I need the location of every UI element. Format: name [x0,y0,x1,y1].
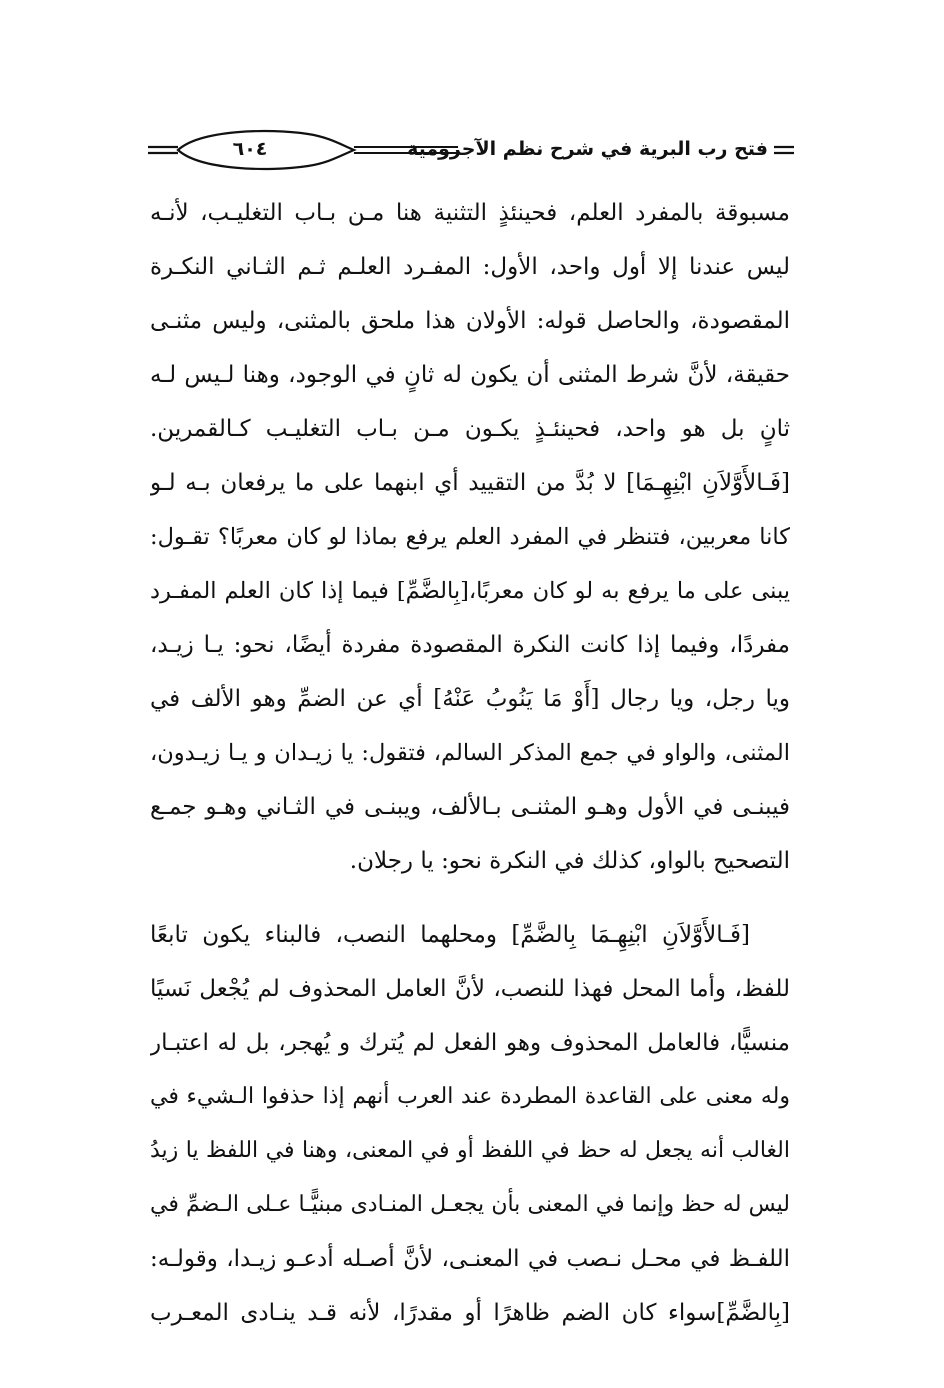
text-line: ويا رجل، ويا رجال [أَوْ مَا يَنُوبُ عَنْهُ] أي عن الضمِّ وهو الألف في [150,686,790,712]
text-line: المقصودة، والحاصل قوله: الأولان هذا ملحق بالمثنى، وليس مثنـى [150,308,790,334]
text-line: [بِالضَّمِّ]سواء كان الضم ظاهرًا أو مقدرًا، لأنه قـد ينـادى المعـرب [150,1300,790,1326]
paragraph-1 [150,186,790,888]
text-line: يبنى على ما يرفع به لو كان معربًا،[بِالضَّمِّ] فيما إذا كان العلم المفـرد [150,578,790,604]
text-line: للفظ، وأما المحل فهذا للنصب، لأنَّ العامل المحذوف لم يُجْعل نَسيًا [150,976,790,1002]
book-title: فتح رب البرية في شرح نظم الآجرومية [407,138,768,160]
text-line: ثانٍ بل هو واحد، فحينئـذٍ يكـون مـن بـاب التغليـب كـالقمرين. [150,416,790,442]
text-line: منسيًّا، فالعامل المحذوف وهو الفعل لم يُترك و يُهجر، بل له اعتبـار [150,1030,790,1056]
text-line: مفردًا، وفيما إذا كانت النكرة المقصودة مفردة أيضًا، نحو: يـا زيـد، [150,632,790,658]
text-line: فيبنـى في الأول وهـو المثنـى بـالألف، ويبنـى في الثـاني وهـو جمـع [150,794,790,820]
text-line: التصحيح بالواو، كذلك في النكرة نحو: يا رجلان. [349,848,790,874]
paragraph-2 [150,908,790,1340]
text-line: ليس عندنا إلا أول واحد، الأول: المفـرد العلـم ثـم الثـاني النكـرة [150,254,790,280]
text-line: حقيقة، لأنَّ شرط المثنى أن يكون له ثانٍ في الوجود، وهنا لـيس لـه [150,362,790,388]
text-line: مسبوقة بالمفرد العلم، فحينئذٍ التثنية هنا مـن بـاب التغليـب، لأنـه [150,200,790,226]
body-text [150,186,790,1340]
text-line: كانا معربين، فتنظر في المفرد العلم يرفع بماذا لو كان معربًا؟ تقـول: [150,524,790,550]
text-line: ليس له حظ وإنما في المعنى بأن يجعـل المنـادى مبنيًّـا عـلى الـضمِّ في [150,1192,790,1217]
text-line: [فَـالأَوَّلاَنِ ابْنِهِـمَا بِالضَّمِّ] ومحلهما النصب، فالبناء يكون تابعًا [150,922,750,948]
text-line: المثنى، والواو في جمع المذكر السالم، فتقول: يا زيـدان و يـا زيـدون، [150,740,790,766]
text-line: اللفـظ في محـل نـصب في المعنـى، لأنَّ أصـله أدعـو زيـدا، وقولـه: [150,1246,790,1272]
text-line: [فَـالأَوَّلاَنِ ابْنِهِـمَا] لا بُدَّ من التقييد أي ابنهما على ما يرفعان بـه لـو [150,470,790,496]
paragraph-gap [150,888,790,908]
page-number: ٦٠٤ [232,138,268,160]
text-line: وله معنى على القاعدة المطردة عند العرب أنهم إذا حذفوا الـشيء في [150,1084,790,1109]
text-line: الغالب أنه يجعل له حظ في اللفظ أو في المعنى، وهنا في اللفظ يا زيدُ [150,1138,790,1163]
running-header [148,128,794,172]
